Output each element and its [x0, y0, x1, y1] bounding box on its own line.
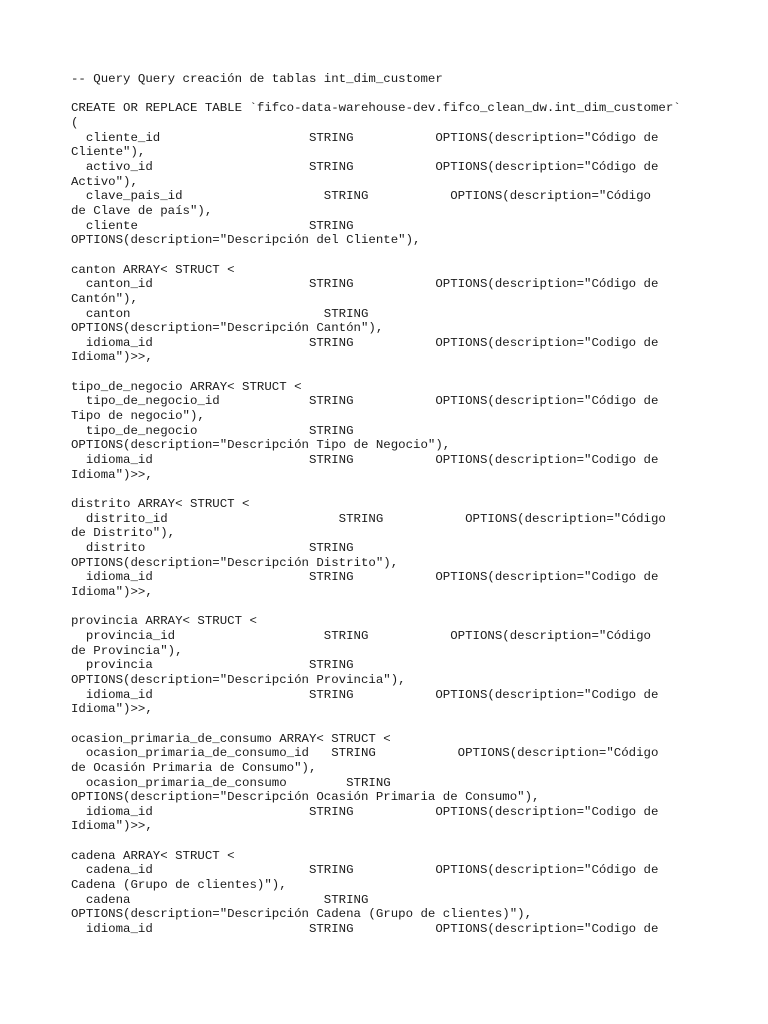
- code-line: Activo"),: [71, 174, 138, 189]
- code-line: idioma_id STRING OPTIONS(description="Codigo de: [71, 922, 659, 937]
- code-line: OPTIONS(description="Descripción Distrito"),: [71, 555, 399, 570]
- code-line: ocasion_primaria_de_consumo_id STRING OPTIONS(description="Código: [71, 746, 659, 761]
- code-line: OPTIONS(description="Descripción Cantón"),: [71, 321, 384, 336]
- code-line: provincia ARRAY< STRUCT <: [71, 614, 257, 629]
- code-line: ocasion_primaria_de_consumo STRING: [71, 775, 391, 790]
- code-line: Idioma")>>,: [71, 702, 153, 717]
- code-line: distrito_id STRING OPTIONS(description="Código: [71, 511, 666, 526]
- code-line: CREATE OR REPLACE TABLE `fifco-data-warehouse-dev.fifco_clean_dw.int_dim_customer`: [71, 101, 681, 116]
- code-line: Idioma")>>,: [71, 467, 153, 482]
- code-line: Idioma")>>,: [71, 350, 153, 365]
- code-line: de Distrito"),: [71, 526, 176, 541]
- code-line: canton STRING: [71, 306, 369, 321]
- code-line: ocasion_primaria_de_consumo ARRAY< STRUCT <: [71, 731, 391, 746]
- code-line: cliente STRING: [71, 218, 354, 233]
- code-line: idioma_id STRING OPTIONS(description="Codigo de: [71, 453, 659, 468]
- code-line: OPTIONS(description="Descripción Provincia"),: [71, 672, 406, 687]
- code-line: OPTIONS(description="Descripción Tipo de Negocio"),: [71, 438, 451, 453]
- code-line: canton ARRAY< STRUCT <: [71, 262, 235, 277]
- code-line: idioma_id STRING OPTIONS(description="Codigo de: [71, 335, 659, 350]
- code-line: distrito STRING: [71, 541, 354, 555]
- code-line: Cadena (Grupo de clientes)"),: [71, 878, 287, 893]
- blank-line: [71, 87, 711, 102]
- code-line: de Clave de país"),: [71, 203, 213, 218]
- code-line: (: [71, 115, 79, 130]
- code-line: cadena ARRAY< STRUCT <: [71, 848, 235, 863]
- blank-line: [71, 365, 711, 380]
- code-line: OPTIONS(description="Descripción Ocasión Primaria de Consumo"),: [71, 790, 540, 805]
- code-line: idioma_id STRING OPTIONS(description="Codigo de: [71, 687, 659, 702]
- code-line: tipo_de_negocio ARRAY< STRUCT <: [71, 379, 302, 394]
- code-line: canton_id STRING OPTIONS(description="Código de: [71, 277, 659, 292]
- code-line: -- Query Query creación de tablas int_dim_customer: [71, 72, 443, 86]
- code-line: provincia_id STRING OPTIONS(description="Código: [71, 628, 651, 643]
- blank-line: [71, 482, 711, 497]
- code-line: OPTIONS(description="Descripción Cadena (Grupo de clientes)"),: [71, 907, 533, 922]
- code-line: OPTIONS(description="Descripción del Cliente"),: [71, 233, 421, 248]
- code-line: cadena STRING: [71, 892, 369, 907]
- code-line: cliente_id STRING OPTIONS(description="Código de: [71, 130, 659, 145]
- code-line: tipo_de_negocio_id STRING OPTIONS(description="Código de: [71, 394, 659, 409]
- code-line: Idioma")>>,: [71, 584, 153, 599]
- code-line: Cantón"),: [71, 291, 138, 306]
- code-line: tipo_de_negocio STRING: [71, 423, 354, 438]
- blank-line: [71, 717, 711, 732]
- code-line: distrito ARRAY< STRUCT <: [71, 497, 250, 512]
- code-line: cadena_id STRING OPTIONS(description="Código de: [71, 863, 659, 878]
- code-line: idioma_id STRING OPTIONS(description="Codigo de: [71, 804, 659, 819]
- code-line: activo_id STRING OPTIONS(description="Código de: [71, 159, 659, 174]
- blank-line: [71, 600, 711, 615]
- code-line: Tipo de negocio"),: [71, 409, 205, 424]
- code-line: clave_pais_id STRING OPTIONS(description="Código: [71, 189, 651, 204]
- code-line: provincia STRING: [71, 658, 354, 673]
- sql-code-block: [71, 72, 711, 937]
- code-line: Cliente"),: [71, 145, 146, 160]
- blank-line: [71, 248, 711, 263]
- code-line: de Provincia"),: [71, 643, 183, 658]
- code-line: de Ocasión Primaria de Consumo"),: [71, 760, 317, 775]
- code-line: idioma_id STRING OPTIONS(description="Codigo de: [71, 570, 659, 585]
- code-line: Idioma")>>,: [71, 819, 153, 834]
- blank-line: [71, 834, 711, 849]
